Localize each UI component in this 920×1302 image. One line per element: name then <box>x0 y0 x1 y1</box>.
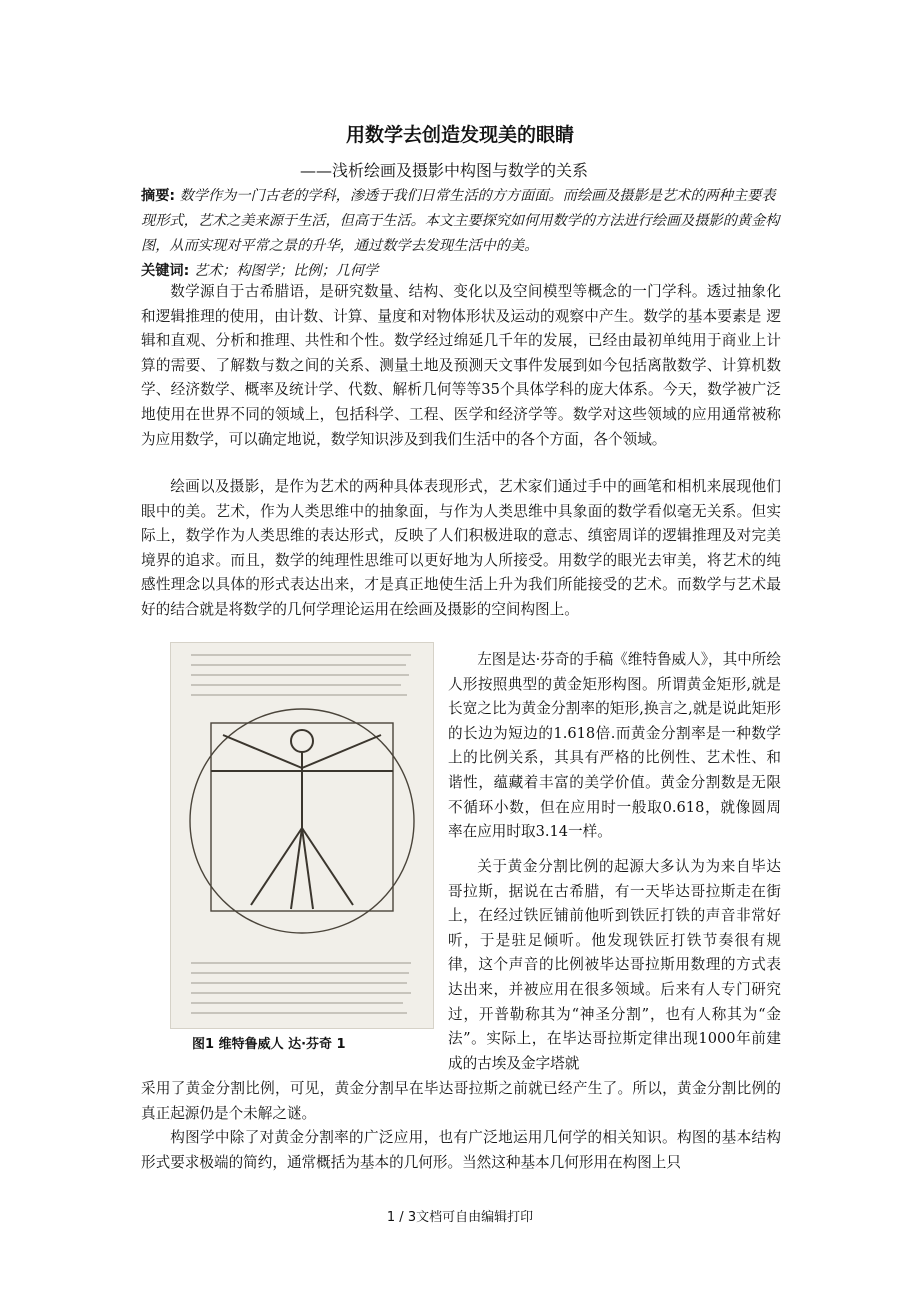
paragraph-3: 采用了黄金分割比例，可见，黄金分割早在毕达哥拉斯之前就已经产生了。所以，黄金分割比例的真正起源仍是个未解之谜。 <box>141 1080 781 1122</box>
vitruvian-man-drawing <box>171 643 433 1028</box>
side-paragraph-2: 关于黄金分割比例的起源大多认为为来自毕达哥拉斯，据说在古希腊，有一天毕达哥拉斯走在街上，在经过铁匠铺前他听到铁匠打铁的声音非常好听，于是驻足倾听。他发现铁匠打铁节奏很有规律，这个声音的比例被毕达哥拉斯用数理的方式表达出来，并被应用在很多领域。后来有人专门研究过，开普勒称其为“神圣分割”，也有人称其为“金法”。实际上，在毕达哥拉斯定律出现1000年前建成的古埃及金字塔就 <box>448 858 781 1072</box>
vitruvian-man-figure <box>170 642 434 1029</box>
paragraph-1: 数学源自于古希腊语，是研究数量、结构、变化以及空间模型等概念的一门学科。透过抽象化和逻辑推理的使用，由计数、计算、量度和对物体形状及运动的观察中产生。数学的基本要素是 逻辑和直观、分析和推理、共性和个性。数学经过绵延几千年的发展，已经由最初单纯用于商业上计算的需要、了解数与数之间的关系、测量土地及预测天文事件发展到如今包括离散数学、计算机数学、经济数学、概率及统计学、代数、解析几何等等35个具体学科的庞大体系。今天，数学被广泛地使用在世界不同的领域上，包括科学、工程、医学和经济学等。数学对这些领域的应用通常被称为应用数学，可以确定地说，数学知识涉及到我们生活中的各个方面，各个领域。 <box>141 283 781 448</box>
paragraph-2: 绘画以及摄影，是作为艺术的两种具体表现形式，艺术家们通过手中的画笔和相机来展现他们眼中的美。艺术，作为人类思维中的抽象面，与作为人类思维中具象面的数学看似毫无关系。但实际上，数学作为人类思维的表达形式，反映了人们积极进取的意志、缜密周详的逻辑推理及对完美境界的追求。而且，数学的纯理性思维可以更好地为人所接受。用数学的眼光去审美，将艺术的纯感性理念以具体的形式表达出来，才是真正地使生活上升为我们所能接受的艺术。而数学与艺术最好的结合就是将数学的几何学理论运用在绘画及摄影的空间构图上。 <box>141 478 781 618</box>
abstract-text: 数学作为一门古老的学科，渗透于我们日常生活的方方面面。而绘画及摄影是艺术的两种主要表现形式，艺术之美来源于生活，但高于生活。本文主要探究如何用数学的方法进行绘画及摄影的黄金构图，从而实现对平常之景的升华，通过数学去发现生活中的美。 <box>141 188 780 254</box>
page-footer: 1 / 3文档可自由编辑打印 <box>386 1210 534 1225</box>
keywords-text: 艺术；构图学；比例；几何学 <box>193 263 379 279</box>
abstract <box>141 184 781 259</box>
side-paragraph-1: 左图是达·芬奇的手稿《维特鲁威人》，其中所绘人形按照典型的黄金矩形构图。所谓黄金矩形,就是长宽之比为黄金分割率的矩形,换言之,就是说此矩形的长边为短边的1.618倍.而黄金分割率是一种数学上的比例关系，其具有严格的比例性、艺术性、和谐性，蕴藏着丰富的美学价值。黄金分割数是无限不循环小数，但在应用时一般取0.618，就像圆周率在应用时取3.14一样。 <box>448 651 781 841</box>
keywords-label: 关键词: <box>141 263 190 279</box>
doc-title: 用数学去创造发现美的眼睛 <box>345 124 574 146</box>
paragraph-4: 构图学中除了对黄金分割率的广泛应用，也有广泛地运用几何学的相关知识。构图的基本结构形式要求极端的简约，通常概括为基本的几何形。当然这种基本几何形用在构图上只 <box>141 1129 781 1171</box>
abstract-label: 摘要: <box>141 188 176 204</box>
doc-subtitle: ——浅析绘画及摄影中构图与数学的关系 <box>300 161 589 180</box>
figure-caption: 图1 维特鲁威人 达·芬奇 1 <box>192 1037 346 1052</box>
keywords <box>141 260 781 280</box>
